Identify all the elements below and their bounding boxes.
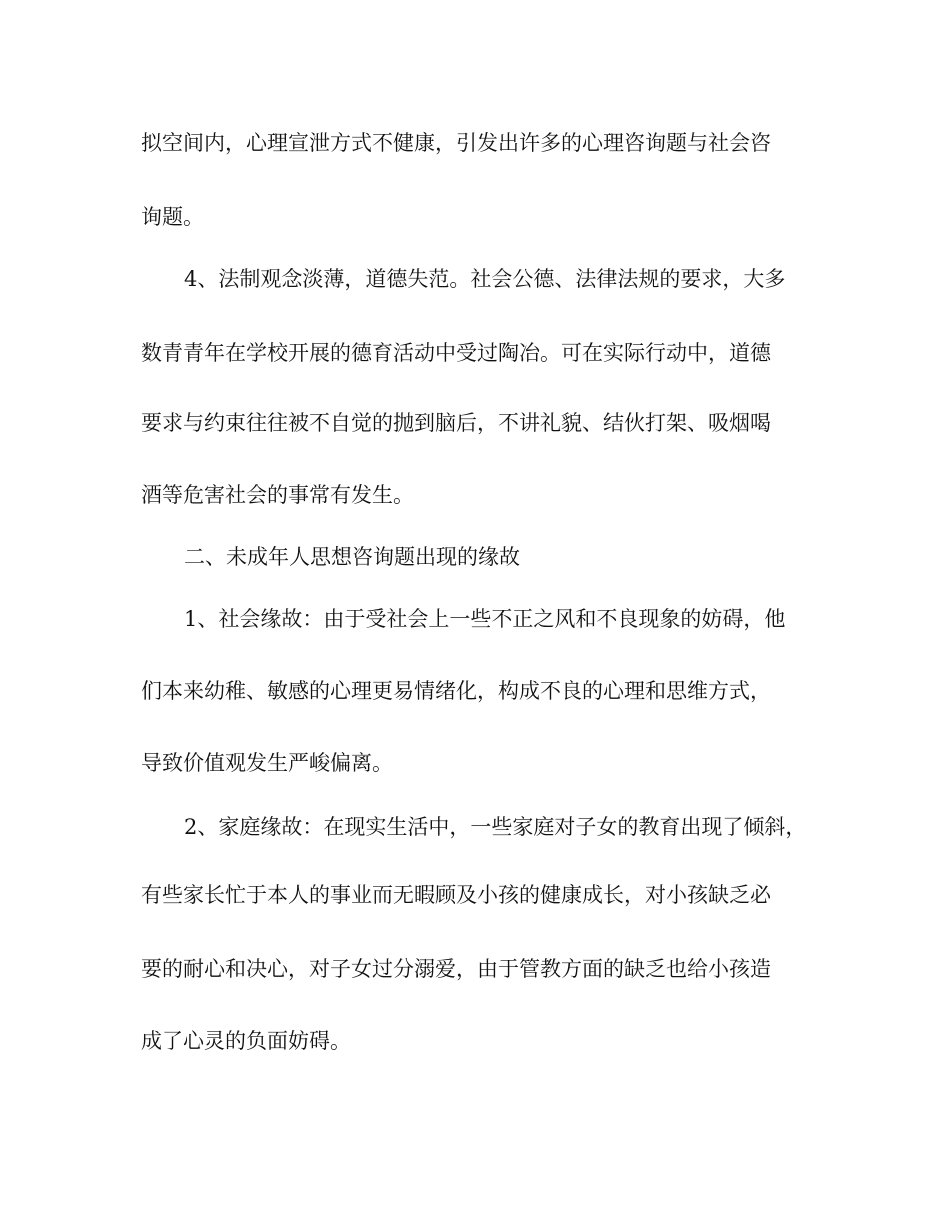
paragraph-line: 要求与约束往往被不自觉的抛到脑后，不讲礼貌、结伙打架、吸烟喝 — [141, 411, 771, 435]
paragraph-line: 导致价值观发生严峻偏离。 — [141, 751, 393, 775]
paragraph-line: 拟空间内，心理宣泄方式不健康，引发出许多的心理咨询题与社会咨 — [141, 131, 771, 155]
list-item-heading: 4、法制观念淡薄，道德失范。社会公德、法律法规的要求，大多 — [184, 267, 786, 291]
section-heading: 二、未成年人思想咨询题出现的缘故 — [184, 545, 520, 569]
paragraph-line: 要的耐心和决心，对子女过分溺爱，由于管教方面的缺乏也给小孩造 — [141, 957, 771, 981]
paragraph-line: 有些家长忙于本人的事业而无暇顾及小孩的健康成长，对小孩缺乏必 — [141, 883, 771, 907]
paragraph-line: 成了心灵的负面妨碍。 — [141, 1029, 351, 1053]
list-item-heading: 1、社会缘故：由于受社会上一些不正之风和不良现象的妨碍，他 — [184, 607, 786, 631]
paragraph-line: 数青青年在学校开展的德育活动中受过陶冶。可在实际行动中，道德 — [141, 341, 771, 365]
paragraph-line: 们本来幼稚、敏感的心理更易情绪化，构成不良的心理和思维方式， — [141, 679, 771, 703]
paragraph-line: 酒等危害社会的事常有发生。 — [141, 483, 414, 507]
paragraph-line: 询题。 — [141, 205, 204, 229]
list-item-heading: 2、家庭缘故：在现实生活中，一些家庭对子女的教育出现了倾斜， — [184, 815, 807, 839]
